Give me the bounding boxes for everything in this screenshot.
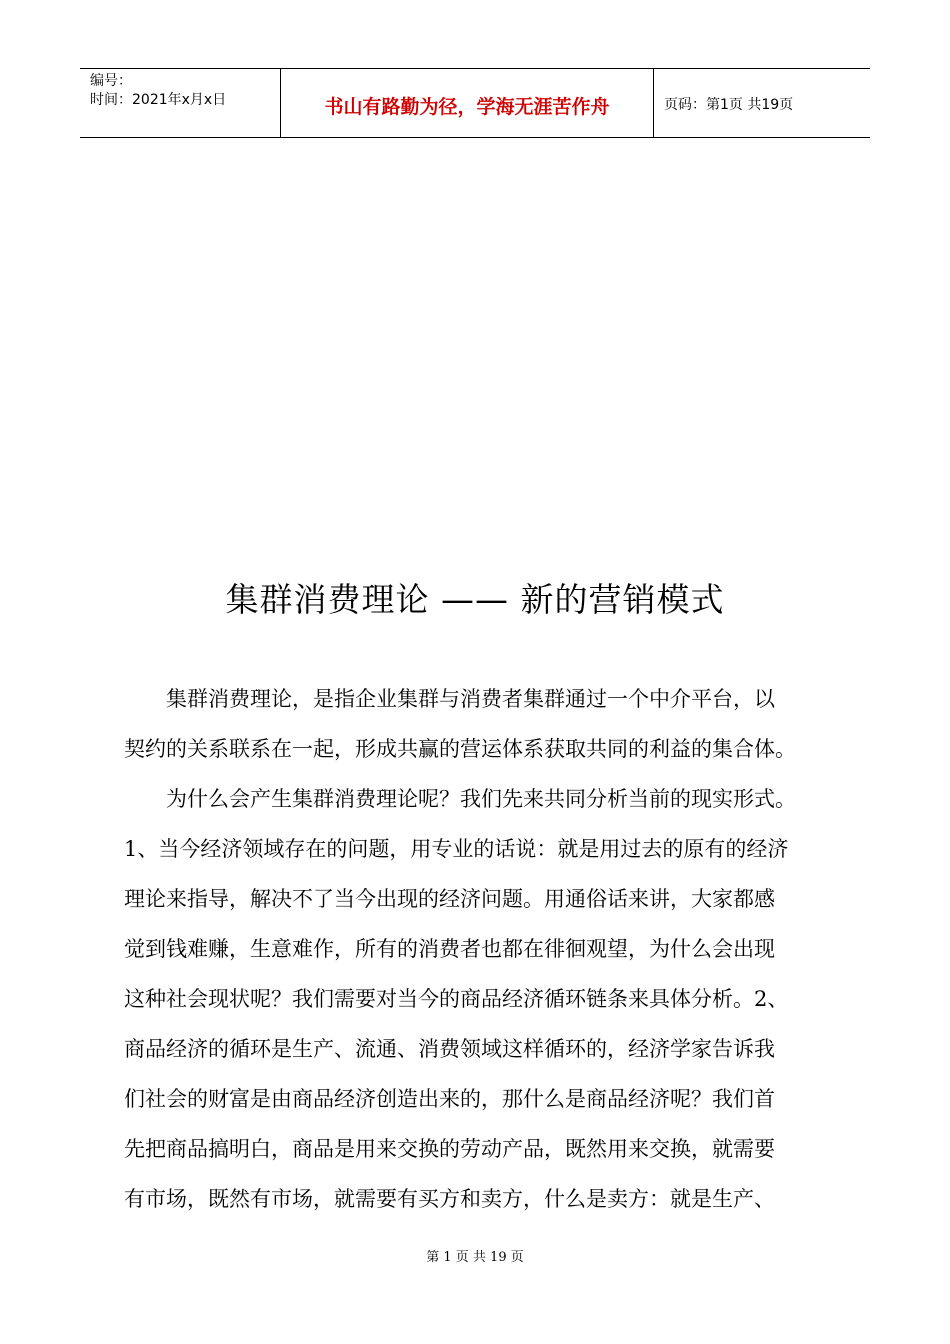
document-body bbox=[124, 674, 830, 1224]
header-meta-cell bbox=[80, 69, 281, 137]
header-page-number: 页码：第1页 共19页 bbox=[664, 97, 794, 113]
document-code-label: 编号： bbox=[90, 73, 132, 89]
body-line: 理论来指导，解决不了当今出现的经济问题。用通俗话来讲，大家都感 bbox=[124, 887, 775, 911]
page-footer: 第 1 页 共 19 页 bbox=[426, 1250, 524, 1265]
document-header bbox=[80, 68, 870, 138]
header-page-cell bbox=[654, 69, 870, 137]
body-line: 先把商品搞明白，商品是用来交换的劳动产品，既然用来交换，就需要 bbox=[124, 1137, 775, 1161]
document-title: 集群消费理论 —— 新的营销模式 bbox=[225, 580, 725, 619]
body-line: 有市场，既然有市场，就需要有买方和卖方，什么是卖方：就是生产、 bbox=[124, 1187, 775, 1211]
body-line: 觉到钱难赚，生意难作，所有的消费者也都在徘徊观望，为什么会出现 bbox=[124, 937, 775, 961]
body-line: 1、当今经济领域存在的问题，用专业的话说：就是用过去的原有的经济 bbox=[124, 837, 789, 861]
document-date-label: 时间：2021年x月x日 bbox=[90, 92, 227, 108]
body-line: 集群消费理论，是指企业集群与消费者集群通过一个中介平台，以 bbox=[166, 687, 775, 711]
body-line: 契约的关系联系在一起，形成共赢的营运体系获取共同的利益的集合体。 bbox=[124, 737, 796, 761]
body-line: 这种社会现状呢？我们需要对当今的商品经济循环链条来具体分析。2、 bbox=[124, 987, 789, 1011]
body-line: 们社会的财富是由商品经济创造出来的，那什么是商品经济呢？我们首 bbox=[124, 1087, 775, 1111]
header-motto: 书山有路勤为径，学海无涯苦作舟 bbox=[324, 96, 610, 118]
body-line: 商品经济的循环是生产、流通、消费领域这样循环的，经济学家告诉我 bbox=[124, 1037, 775, 1061]
body-line: 为什么会产生集群消费理论呢？我们先来共同分析当前的现实形式。 bbox=[166, 787, 796, 811]
header-motto-cell bbox=[281, 69, 654, 137]
